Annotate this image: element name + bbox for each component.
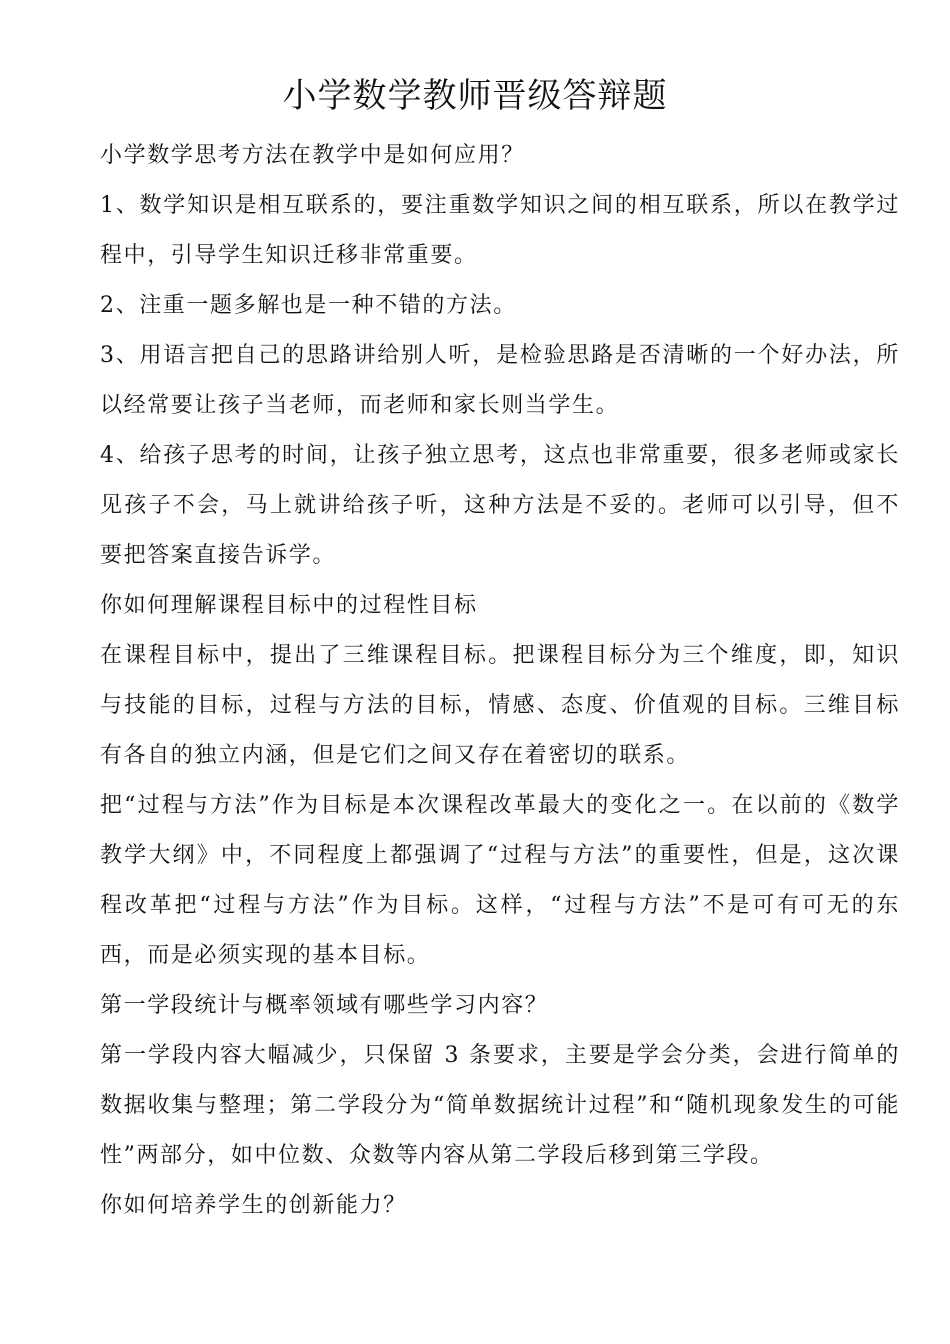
answer-point-2: 2、注重一题多解也是一种不错的方法。 [100, 293, 517, 318]
document-title: 小学数学教师晋级答辩题 [282, 76, 668, 116]
answer-paragraph: 第一学段内容大幅减少，只保留 3 条要求，主要是学会分类，会进行简单的数据收集与整理；第二学段分为“简单数据统计过程”和“随机现象发生的可能性”两部分，如中位数、众数等内容从第二学段后移到第三学段。 [100, 1043, 900, 1168]
question-heading: 小学数学思考方法在教学中是如何应用？ [100, 143, 525, 168]
answer-point-3: 3、用语言把自己的思路讲给别人听，是检验思路是否清晰的一个好办法，所以经常要让孩子当老师，而老师和家长则当学生。 [100, 343, 900, 418]
document-body [100, 131, 900, 1231]
answer-paragraph: 在课程目标中，提出了三维课程目标。把课程目标分为三个维度，即，知识与技能的目标，过程与方法的目标，情感、态度、价值观的目标。三维目标有各自的独立内涵，但是它们之间又存在着密切的联系。 [100, 643, 900, 768]
question-heading: 你如何理解课程目标中的过程性目标 [100, 593, 478, 618]
question-heading: 第一学段统计与概率领域有哪些学习内容？ [100, 993, 549, 1018]
question-heading: 你如何培养学生的创新能力？ [100, 1193, 407, 1218]
answer-point-1: 1、数学知识是相互联系的，要注重数学知识之间的相互联系，所以在教学过程中，引导学生知识迁移非常重要。 [100, 193, 900, 268]
answer-point-4: 4、给孩子思考的时间，让孩子独立思考，这点也非常重要，很多老师或家长见孩子不会，马上就讲给孩子听，这种方法是不妥的。老师可以引导，但不要把答案直接告诉学。 [100, 443, 900, 568]
answer-paragraph: 把“过程与方法”作为目标是本次课程改革最大的变化之一。在以前的《数学教学大纲》中，不同程度上都强调了“过程与方法”的重要性，但是，这次课程改革把“过程与方法”作为目标。这样，“过程与方法”不是可有可无的东西，而是必须实现的基本目标。 [100, 793, 900, 968]
